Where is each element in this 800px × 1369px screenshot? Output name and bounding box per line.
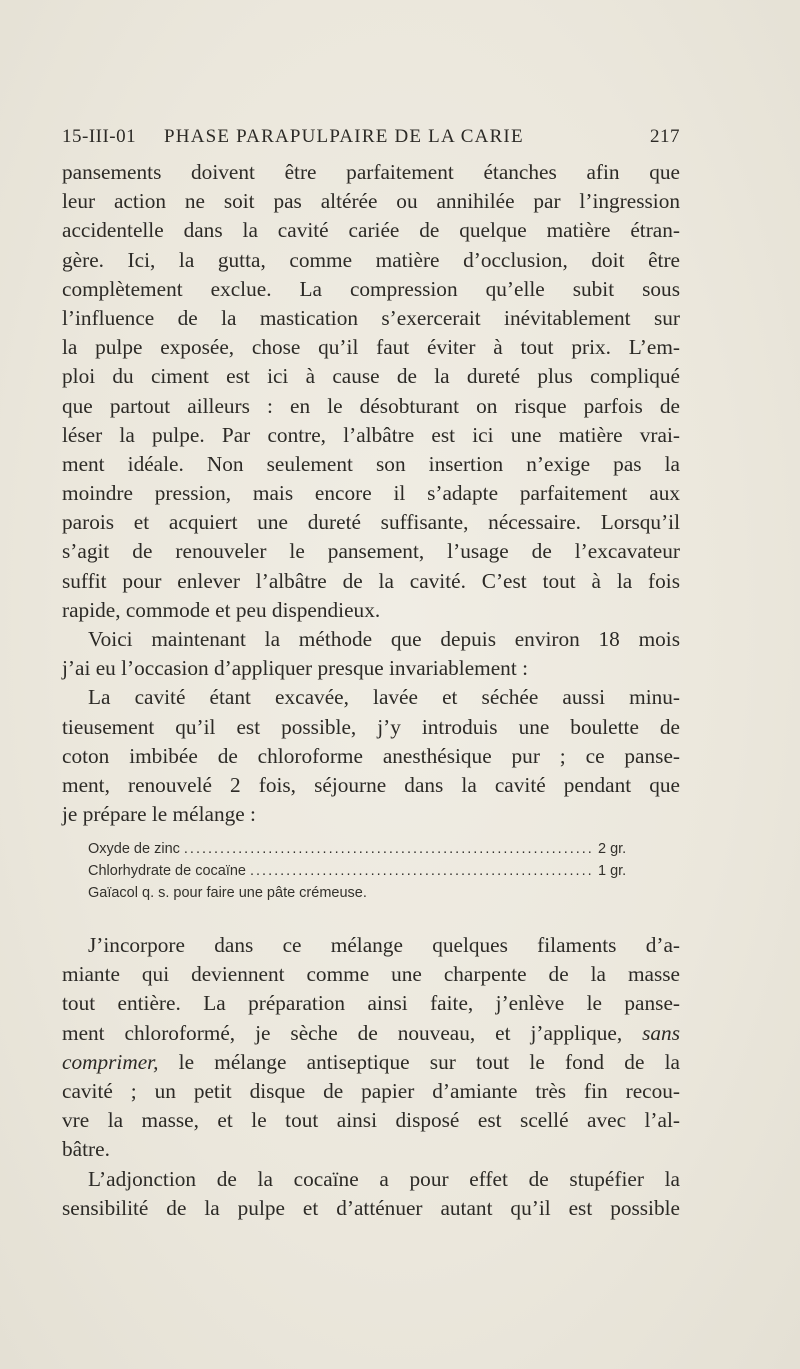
text-line (62, 1048, 680, 1077)
text-line: léser la pulpe. Par contre, l’albâtre est ici une matière vrai- (62, 422, 680, 447)
text-line: Voici maintenant la méthode que depuis environ 18 mois (88, 627, 680, 651)
running-header (62, 126, 680, 154)
text-line: J’incorpore dans ce mélange quelques filaments d’a- (88, 933, 680, 957)
text-line: ploi du ciment est ici à cause de la dureté plus compliqué (62, 364, 680, 389)
text-line: s’agit de renouveler le pansement, l’usage de l’excavateur (62, 539, 680, 564)
text-line: leur action ne soit pas altérée ou annihilée par l’ingression (62, 189, 680, 214)
leader-dots (250, 860, 594, 882)
ingredient-name: Chlorhydrate de cocaïne (88, 863, 246, 879)
text-line: ment, renouvelé 2 fois, séjourne dans la cavité pendant que (62, 772, 680, 797)
text-line: accidentelle dans la cavité cariée de quelque matière étran- (62, 218, 680, 243)
header-date: 15-III-01 (62, 126, 137, 147)
text-line: L’adjonction de la cocaïne a pour effet de stupéfier la (88, 1166, 680, 1191)
text-line: vre la masse, et le tout ainsi disposé est scellé avec l’al- (62, 1108, 680, 1133)
text-line: tieusement qu’il est possible, j’y introduis une boulette de (62, 714, 680, 739)
text-line: cavité ; un petit disque de papier d’amiante très fin recou- (62, 1078, 680, 1103)
text-line: moindre pression, mais encore il s’adapte parfaitement aux (62, 481, 680, 506)
text-line: je prépare le mélange : (62, 802, 256, 827)
text-line: bâtre. (62, 1137, 110, 1162)
text-line: ment idéale. Non seulement son insertion n’exige pas la (62, 451, 680, 476)
text-line: tout entière. La préparation ainsi faite, j’enlève le panse- (62, 991, 680, 1016)
text-line: miante qui deviennent comme une charpente de la masse (62, 962, 680, 987)
ingredient-name: Oxyde de zinc (88, 841, 180, 857)
text-line (62, 1019, 680, 1048)
text-line: La cavité étant excavée, lavée et séchée aussi minu- (88, 685, 680, 710)
page-number: 217 (650, 126, 680, 147)
text-line: l’influence de la mastication s’exercerait inévitablement sur (62, 305, 680, 330)
text-fragment: le mélange antiseptique sur tout le fond de la (178, 1049, 681, 1074)
formula-note (88, 882, 648, 904)
formula-note-text: Gaïacol q. s. pour faire une pâte crémeuse. (88, 885, 367, 901)
text-line: rapide, commode et peu dispendieux. (62, 597, 381, 622)
text-fragment: ment chloroformé, je sèche de nouveau, et j’applique, (62, 1020, 623, 1045)
formula-row (88, 860, 648, 882)
text-line: pansements doivent être parfaitement étanches afin que (62, 160, 680, 184)
body-text-block-1 (62, 158, 680, 829)
body-text-block-2 (62, 931, 680, 1223)
text-line: la pulpe exposée, chose qu’il faut éviter à tout prix. L’em- (62, 335, 680, 360)
text-line: que partout ailleurs : en le désobturant on risque parfois de (62, 393, 680, 418)
italic-emphasis: comprimer, (62, 1049, 159, 1074)
recipe-formula (88, 838, 648, 904)
text-line: suffit pour enlever l’albâtre de la cavité. C’est tout à la fois (62, 568, 680, 593)
text-line: j’ai eu l’occasion d’appliquer presque invariablement : (62, 656, 528, 681)
ingredient-quantity: 1 gr. (598, 863, 627, 879)
header-title: PHASE PARAPULPAIRE DE LA CARIE (164, 126, 524, 147)
ingredient-quantity: 2 gr. (598, 841, 627, 857)
text-line: sensibilité de la pulpe et d’atténuer autant qu’il est possible (62, 1195, 680, 1220)
leader-dots (184, 838, 594, 860)
italic-emphasis: sans (642, 1020, 680, 1045)
formula-row (88, 838, 648, 860)
text-line: coton imbibée de chloroforme anesthésique pur ; ce panse- (62, 743, 680, 768)
text-line: gère. Ici, la gutta, comme matière d’occlusion, doit être (62, 247, 680, 272)
text-line: parois et acquiert une dureté suffisante, nécessaire. Lorsqu’il (62, 510, 680, 535)
text-line: complètement exclue. La compression qu’elle subit sous (62, 276, 680, 301)
